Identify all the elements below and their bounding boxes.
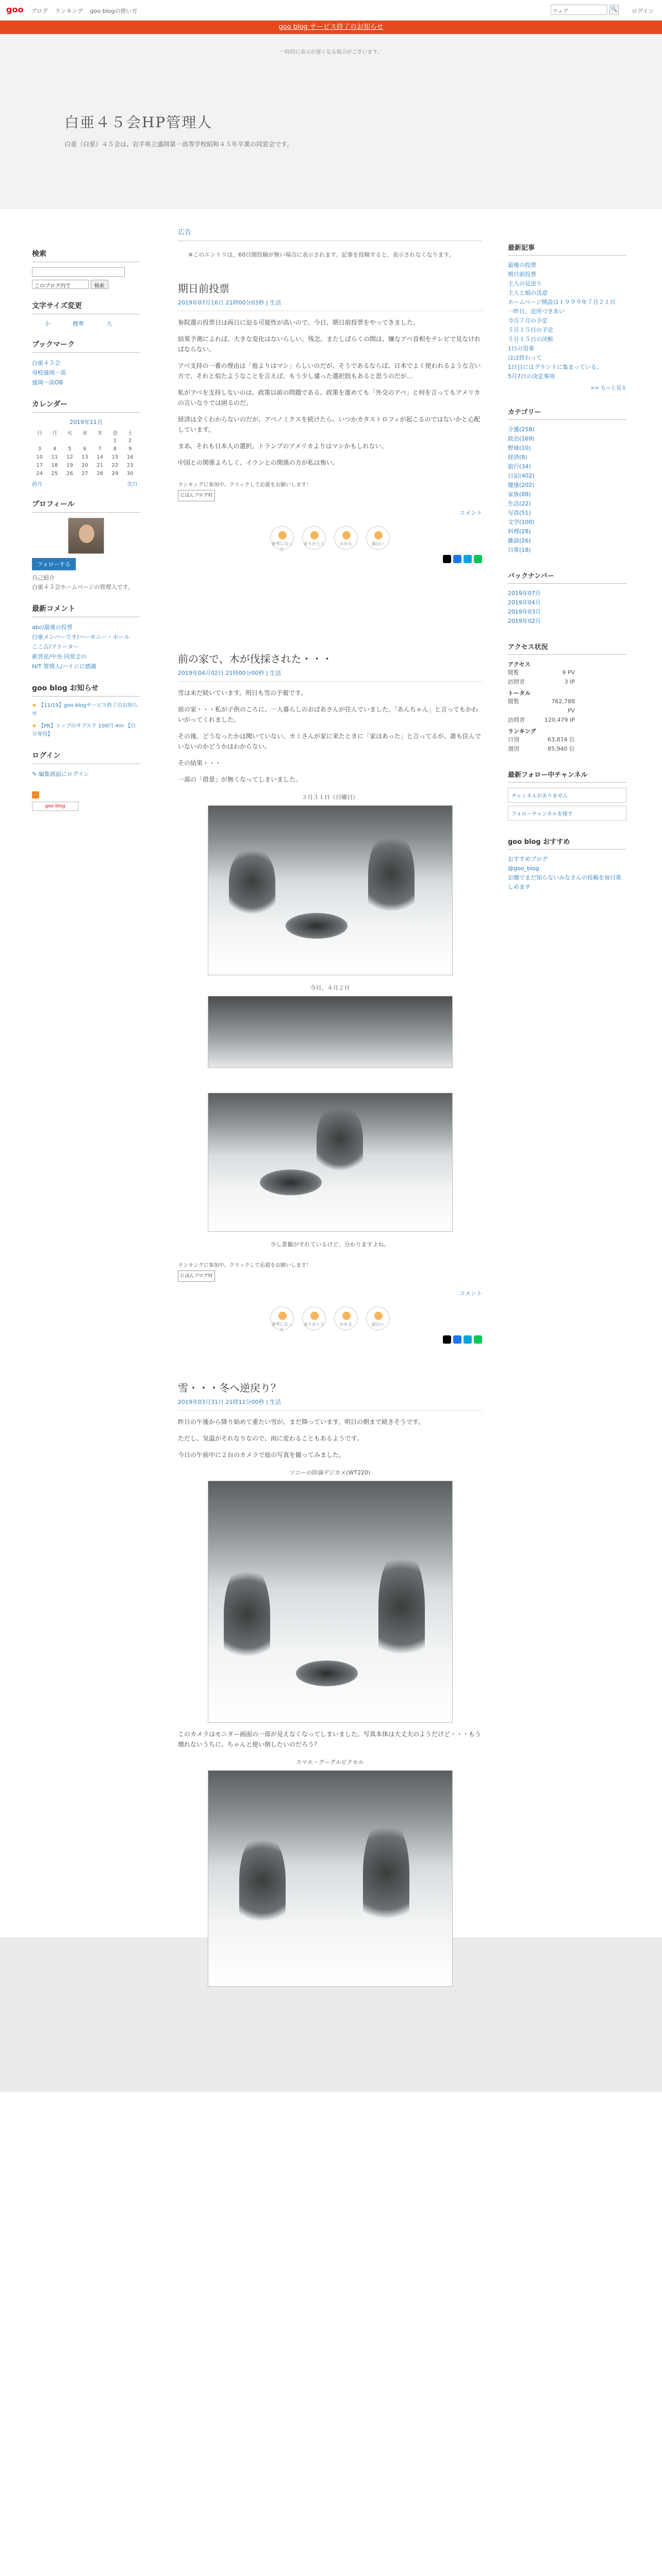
post-title[interactable]: 雪・・・冬へ逆戻り？	[178, 1382, 281, 1394]
category-item[interactable]: 介護(258)	[508, 426, 535, 433]
category-item[interactable]: 雑談(26)	[508, 537, 531, 544]
backnumber-heading: バックナンバー	[508, 570, 626, 584]
avatar[interactable]	[68, 518, 104, 554]
reaction-button[interactable]: わかる	[334, 526, 358, 550]
snow-garden-photo[interactable]	[208, 1093, 453, 1232]
calendar-day[interactable]: 4	[53, 446, 57, 452]
recent-post-item[interactable]: 5月7日の決定事項	[508, 373, 555, 380]
star-icon: ★	[32, 703, 37, 708]
calendar-weekday: 木	[97, 430, 103, 436]
comment-link[interactable]: コメント	[459, 510, 482, 516]
blog-title[interactable]: 白亜４５会HP管理人	[64, 114, 213, 131]
calendar-day[interactable]: 9	[128, 446, 132, 452]
calendar-day[interactable]: 16	[126, 454, 134, 460]
global-search-input[interactable]: ウェブ	[551, 5, 607, 15]
calendar-weekday: 火	[67, 430, 73, 436]
calendar-day[interactable]: 25	[51, 470, 58, 477]
goo-news-link[interactable]: 【11/19】goo blogサービス終了のお知らせ	[32, 703, 138, 717]
access-key: 訪問者	[508, 717, 525, 723]
access-key: 訪問者	[508, 679, 525, 685]
hatena-share-icon[interactable]	[464, 555, 472, 563]
calendar-day[interactable]: 14	[96, 454, 104, 460]
post-date[interactable]: 2019年04月02日 21時00分00秒 | 生活	[178, 669, 482, 682]
post-paragraph: その結果・・・	[178, 759, 222, 767]
calendar-day[interactable]: 20	[81, 462, 88, 468]
category-item[interactable]: 旅行(34)	[508, 463, 531, 470]
global-link-howto[interactable]: goo blogの使い方	[90, 8, 138, 14]
goo-news-list	[32, 702, 140, 739]
post-body	[178, 688, 482, 785]
font-size-heading: 文字サイズ変更	[32, 300, 140, 314]
share-buttons	[178, 555, 482, 563]
post-date[interactable]: 2019年07月16日 21時00分03秒 | 生活	[178, 298, 482, 311]
calendar-day[interactable]: 29	[111, 470, 119, 477]
blog-search-input[interactable]	[32, 267, 125, 277]
profile-text-heading: 自己紹介	[32, 574, 55, 581]
search-icon[interactable]: 🔍	[609, 5, 619, 15]
search-heading: 検索	[32, 248, 140, 262]
recent-more-link[interactable]: >> もっと見る	[590, 385, 626, 391]
blog-header	[0, 34, 662, 209]
post-paragraph: このカメラはモニター画面の一部が見えなくなってしまいました。写真本体は大丈夫のようだけど・・・もう壊れないうちに、ちゃんと使い倒したいのだろう？	[178, 1731, 482, 1748]
pencil-icon: ✎	[32, 771, 39, 777]
access-row	[508, 735, 626, 744]
calendar-day[interactable]	[32, 436, 47, 445]
category-item[interactable]: 政治(169)	[508, 435, 535, 442]
recent-post-item[interactable]: 今月７月の予定	[508, 317, 548, 324]
category-item[interactable]: 家族(88)	[508, 491, 531, 498]
calendar-next-link[interactable]: 次月	[127, 482, 138, 487]
comment-item[interactable]: 新宮花/中央 同窓会の	[32, 653, 87, 660]
blog-description: 白亜（白堊）４５会は、岩手県立盛岡第一高等学校昭和４５年卒業の同窓会です。	[64, 141, 293, 148]
category-item[interactable]: 健康(202)	[508, 482, 535, 488]
calendar-day[interactable]: 15	[111, 454, 119, 460]
recent-post-item[interactable]: ほぼ終わって	[508, 354, 542, 361]
login-link[interactable]	[32, 769, 140, 779]
post	[178, 651, 482, 1344]
photo-tree	[368, 831, 415, 918]
comment-item[interactable]: 白亜メンバーです/ハーモニー・ホール	[32, 634, 130, 640]
comment-item[interactable]: ここ吉/フリーター	[32, 643, 79, 650]
calendar-day[interactable]: 11	[51, 454, 58, 460]
access-row	[508, 744, 626, 754]
reaction-button[interactable]: わかる	[334, 1307, 358, 1330]
access-row	[508, 668, 626, 677]
goo-blog-badge[interactable]: goo blog	[32, 802, 78, 811]
category-item[interactable]: 料理(28)	[508, 528, 531, 535]
calendar-day[interactable]: 3	[38, 446, 41, 452]
post-paragraph: 昨日の午後から降り始めて重たい雪が、まだ降っています。明日の朝まで続きそうです。	[178, 1418, 425, 1426]
post-paragraph: その後、どうなったかは聞いていない。カミさんが家に来たときに「家はあった」と言ってるが、誰も住んでいないのかどうかはわからない。	[178, 733, 481, 750]
x-share-icon[interactable]	[443, 555, 451, 563]
calendar-day[interactable]	[47, 436, 62, 445]
line-share-icon[interactable]	[474, 1335, 482, 1344]
photo-tree	[317, 1103, 363, 1175]
reaction-buttons	[178, 1307, 482, 1330]
reaction-button[interactable]: 面白い	[366, 1307, 390, 1330]
snow-garden-photo[interactable]	[208, 1481, 453, 1723]
recent-post-item[interactable]: 1日目にはグランドに集まっている。	[508, 364, 602, 370]
recent-post-item[interactable]: 一昨日、近所づきあい	[508, 308, 565, 315]
service-notice-sub: 一時的に表示が遅くなる場合がございます。	[279, 49, 383, 55]
category-heading: カテゴリー	[508, 406, 626, 420]
post-paragraph: 経済は全くわからないのだが、アベノミクスを続けたら、いつかカタストロフィが起こるのではないかと心配しています。	[178, 416, 481, 433]
post	[178, 1380, 482, 1987]
category-list	[508, 425, 626, 555]
comment-item[interactable]: abc/最後の投票	[32, 624, 73, 631]
reaction-button[interactable]: 参考になった	[270, 1307, 294, 1330]
font-size-small[interactable]: 小	[44, 320, 51, 327]
calendar-day[interactable]: 24	[36, 470, 43, 477]
snow-garden-photo[interactable]	[208, 1770, 453, 1987]
calendar-day[interactable]: 28	[96, 470, 104, 477]
access-heading: アクセス状況	[508, 641, 626, 655]
bookmark-heading: ブックマーク	[32, 339, 140, 353]
calendar-day[interactable]: 19	[66, 462, 73, 468]
photo-caption: スマホ・グーグルピクセル	[296, 1759, 364, 1766]
facebook-share-icon[interactable]	[453, 1335, 461, 1344]
calendar-nav	[32, 480, 138, 487]
calendar-prev-link[interactable]: 前月	[32, 482, 42, 487]
calendar-day[interactable]: 27	[81, 470, 88, 477]
post-body	[178, 1729, 482, 1750]
photo-tree	[239, 1832, 286, 1929]
ranking-text: ランキングに参加中。クリックして応援をお願いします！	[178, 1263, 312, 1268]
calendar-day[interactable]: 26	[66, 470, 73, 477]
calendar-week	[32, 453, 138, 461]
blog-search	[32, 267, 140, 289]
calendar-day[interactable]: 2	[128, 437, 132, 444]
follow-channel-heading: 最新フォロー中チャンネル	[508, 769, 626, 783]
access-rank-label: ランキング	[508, 728, 536, 735]
reaction-button[interactable]: ありがとう	[302, 1307, 326, 1330]
post	[178, 280, 482, 563]
calendar-heading: カレンダー	[32, 399, 140, 413]
osusume-item[interactable]: @goo_blog	[508, 865, 539, 872]
access-key: 日別	[508, 736, 519, 743]
calendar-day[interactable]: 17	[36, 462, 43, 468]
calendar-day[interactable]: 21	[96, 462, 104, 468]
profile-text: 白亜４５会ホームページの管理人です。	[32, 584, 134, 590]
ranking-badge[interactable]: にほんブログ村	[178, 490, 215, 501]
login-heading: ログイン	[32, 750, 140, 764]
font-size-large[interactable]: 大	[106, 320, 112, 327]
snow-garden-photo[interactable]	[208, 805, 453, 975]
follow-button[interactable]: フォローする	[32, 558, 76, 570]
service-notice-text[interactable]: goo blog サービス終了のお知らせ	[278, 23, 384, 31]
follow-none-notice: チャンネルがありません	[508, 788, 626, 803]
photo-caption: 少し景観がすれているけど、分かりますよね。	[270, 1241, 390, 1248]
follow-search-link[interactable]: フォローチャンネルを探す	[508, 806, 626, 821]
ad-label: 広告	[178, 227, 482, 241]
photo-tree	[378, 1547, 425, 1666]
font-size-normal[interactable]: 標準	[73, 320, 84, 327]
photo-rock	[296, 1660, 358, 1686]
category-item[interactable]: 日常(18)	[508, 547, 531, 553]
calendar-weekday: 水	[82, 430, 88, 436]
calendar-day[interactable]	[77, 436, 92, 445]
photo-rock	[286, 913, 347, 939]
post-paragraph: 結果予測によれば、大きな変化はないらしい。残念。またしばらくの間は、嫌なアベ首相をテレビで見なければならない。	[178, 335, 481, 353]
ranking-box	[178, 1261, 482, 1282]
calendar-day[interactable]: 13	[81, 454, 88, 460]
goo-news-item[interactable]	[32, 702, 140, 718]
right-sidebar	[508, 242, 626, 892]
bookmark-list	[32, 358, 140, 387]
goo-news-link[interactable]: 【PR】トップのサブスク 100円 ✈in 【自分専用】	[32, 723, 136, 737]
calendar-day[interactable]: 1	[113, 437, 117, 444]
recent-post-item[interactable]: 最後の投票	[508, 262, 536, 268]
calendar-day[interactable]: 30	[126, 470, 134, 477]
photo-caption: ３月３１日（日曜日）	[302, 794, 358, 801]
calendar-day[interactable]: 23	[126, 462, 134, 468]
category-item[interactable]: 生活(22)	[508, 500, 531, 507]
recent-post-item[interactable]: 期日前投票	[508, 271, 536, 278]
recent-post-item[interactable]: 主人と娘の送迎	[508, 290, 548, 296]
access-today-label: アクセス	[508, 661, 531, 668]
access-key: 週別	[508, 745, 519, 752]
recent-post-item[interactable]: 1日の用事	[508, 345, 534, 352]
access-value: 762,788 PV	[551, 698, 575, 714]
backnumber-item[interactable]: 2019年07月	[508, 590, 541, 597]
share-buttons	[178, 1335, 482, 1344]
access-key: 閲覧	[508, 698, 519, 705]
backnumber-item[interactable]: 2019年04月	[508, 599, 541, 606]
post-paragraph: ただし、気温がそれなりなので、雨に変わることもあるようです。	[178, 1435, 363, 1442]
global-links	[31, 7, 142, 15]
comment-item[interactable]: H/T 管理人/ハイジに感謝	[32, 663, 96, 670]
recent-post-item[interactable]: ホームページ開設は１９９９年７月２１日	[508, 299, 616, 306]
access-total-label: トータル	[508, 690, 531, 697]
calendar-weekday: 金	[112, 430, 118, 436]
access-value: 120,479 IP	[544, 717, 575, 723]
calendar-weekday: 土	[127, 430, 133, 436]
post-body	[178, 1417, 482, 1460]
login-box	[32, 769, 140, 779]
calendar-day[interactable]	[92, 436, 107, 445]
post-paragraph: 中国との関係よろしく、イランとの関係の方が私は怖い。	[178, 459, 339, 466]
recent-comments-heading: 最新コメント	[32, 603, 140, 617]
calendar-day[interactable]: 8	[113, 446, 117, 452]
post-paragraph: まあ、それも日本人の選択。トランプのアメリカよりはマシかもしれない。	[178, 443, 388, 450]
osusume-list	[508, 855, 626, 892]
category-item[interactable]: 経済(8)	[508, 454, 527, 461]
photo-tree	[224, 1563, 270, 1666]
calendar-week	[32, 436, 138, 445]
ranking-text: ランキングに参加中。クリックして応援をお願いします！	[178, 482, 312, 488]
backnumber-item[interactable]: 2019年03月	[508, 608, 541, 615]
calendar-weekday: 日	[37, 430, 42, 436]
post-title[interactable]: 前の家で、木が伐採された・・・	[178, 653, 333, 665]
calendar-day[interactable]: 22	[111, 462, 119, 468]
goo-logo[interactable]: goo	[6, 5, 24, 14]
osusume-item[interactable]: お題でまだ知らないみなさんの投稿を毎日楽しめます	[508, 874, 621, 890]
photo-caption: ソニーの防滴デジカメ(WT220)	[289, 1469, 371, 1476]
calendar-title: 2019年11月	[70, 419, 103, 426]
calendar-day[interactable]: 12	[66, 454, 73, 460]
reaction-buttons	[178, 526, 482, 550]
global-link-blog[interactable]: ブログ	[31, 8, 48, 14]
osusume-heading: goo blog おすすめ	[508, 836, 626, 850]
photo-tree	[363, 1816, 409, 1929]
goo-news-item[interactable]	[32, 722, 140, 739]
login-link-label[interactable]: 編集画面にログイン	[38, 771, 90, 777]
backnumber-list	[508, 589, 626, 626]
line-share-icon[interactable]	[474, 555, 482, 563]
calendar-day[interactable]: 18	[51, 462, 58, 468]
recent-post-item[interactable]: ５月１５日の決断	[508, 336, 553, 343]
rss-area	[32, 791, 140, 811]
post-paragraph: 雪は未だ続いています。明日も雪の予報です。	[178, 689, 307, 697]
calendar-week	[32, 461, 138, 469]
access-row	[508, 697, 626, 716]
access-key: 閲覧	[508, 669, 519, 676]
photo-caption: 今日、４月２日	[310, 985, 350, 991]
search-scope-select[interactable]: このブログ内で	[32, 280, 89, 289]
access-value: 85,940 位	[548, 745, 575, 752]
hatena-share-icon[interactable]	[464, 1335, 472, 1344]
global-link-ranking[interactable]: ランキング	[55, 8, 84, 14]
service-notice-banner[interactable]	[0, 21, 662, 34]
post-date[interactable]: 2019年03月31日 21時11分00秒 | 生活	[178, 1398, 482, 1411]
access-row	[508, 677, 626, 687]
post-title[interactable]: 期日前投票	[178, 282, 229, 295]
recent-post-item[interactable]: 主人の見送り	[508, 280, 542, 287]
calendar-week	[32, 445, 138, 453]
star-icon: ★	[32, 723, 37, 729]
goo-news-heading: goo blog お知らせ	[32, 683, 140, 697]
profile-heading: プロフィール	[32, 499, 140, 513]
inactive-note: ※このエントリは、60日間投稿が無い場合に表示されます。記事を投稿すると、表示されなくなります。	[188, 251, 455, 258]
ranking-badge[interactable]: にほんブログ村	[178, 1270, 215, 1282]
post-paragraph: 私がアベを支持しないのは、政策以前の問題である。政策を進めても「外交のアベ」と何を言ってもアメリカの言いなりでは困るのだ。	[178, 389, 481, 406]
bookmark-item[interactable]: 盛岡一高OB	[32, 379, 63, 386]
comment-link[interactable]: コメント	[459, 1290, 482, 1297]
category-item[interactable]: 野球(10)	[508, 445, 531, 451]
post-paragraph: 参院選の投票日は両日に迫る可能性が高いので、今日、期日前投票をやってきました。	[178, 319, 419, 326]
recent-posts-list	[508, 261, 626, 381]
font-size-switcher	[32, 319, 140, 328]
reaction-button[interactable]: 面白い	[366, 526, 390, 550]
post-body	[178, 317, 482, 468]
category-item[interactable]: 写真(51)	[508, 510, 531, 516]
access-row	[508, 716, 626, 725]
rss-icon[interactable]	[32, 791, 39, 799]
global-login-link[interactable]: ログイン	[632, 8, 654, 14]
category-item[interactable]: 文学(100)	[508, 519, 535, 526]
x-share-icon[interactable]	[443, 1335, 451, 1344]
reaction-button[interactable]: 参考になった	[270, 526, 294, 550]
search-button[interactable]: 検索	[91, 280, 108, 289]
left-sidebar	[32, 237, 140, 811]
calendar-week	[32, 469, 138, 478]
calendar-day[interactable]: 5	[68, 446, 72, 452]
backnumber-item[interactable]: 2019年02月	[508, 618, 541, 624]
category-item[interactable]: 日記(402)	[508, 472, 535, 479]
recent-comments-list	[32, 622, 140, 671]
calendar-day[interactable]: 10	[36, 454, 43, 460]
global-header	[0, 0, 662, 21]
ranking-box	[178, 480, 482, 501]
bookmark-item[interactable]: 白亜４５会	[32, 360, 60, 366]
post-paragraph: 前の家・・・私が子供のころに、一人暮らしのおばあさんが住んでいました。「あんちゃん」と言ってもかわいがってくれました。	[178, 706, 478, 723]
calendar-day[interactable]	[62, 436, 77, 445]
osusume-item[interactable]: おすすめブログ	[508, 856, 548, 862]
snow-garden-photo[interactable]	[208, 996, 453, 1068]
bookmark-item[interactable]: 母校盛岡一高	[32, 369, 66, 376]
photo-tree	[229, 846, 275, 918]
main-content	[178, 227, 482, 1987]
access-value: 3 IP	[564, 679, 575, 685]
calendar-table	[32, 428, 138, 478]
post-paragraph: 一部の「借景」が無くなってしまいました。	[178, 776, 302, 783]
calendar-weekday: 月	[52, 430, 57, 436]
recent-posts-heading: 最新記事	[508, 242, 626, 256]
calendar-day[interactable]: 6	[83, 446, 87, 452]
calendar-day[interactable]: 7	[98, 446, 102, 452]
access-stats	[508, 660, 626, 754]
facebook-share-icon[interactable]	[453, 555, 461, 563]
reaction-button[interactable]: ありがとう	[302, 526, 326, 550]
post-paragraph: アベ支持の一番の理由は「他よりはマシ」らしいのだが、そうであるならば、日本でよく使われるような言い方で、それと似たようなことを言えば、もう少し違った選択肢もあると思うのだが…	[178, 362, 481, 380]
access-value: 9 PV	[562, 669, 575, 676]
recent-post-item[interactable]: ５月１５日の予定	[508, 327, 553, 333]
access-value: 63,874 位	[548, 736, 575, 743]
post-paragraph: 今日の午前中に２台のカメラで庭の写真を撮ってみました。	[178, 1451, 345, 1459]
photo-rock	[260, 1170, 322, 1195]
